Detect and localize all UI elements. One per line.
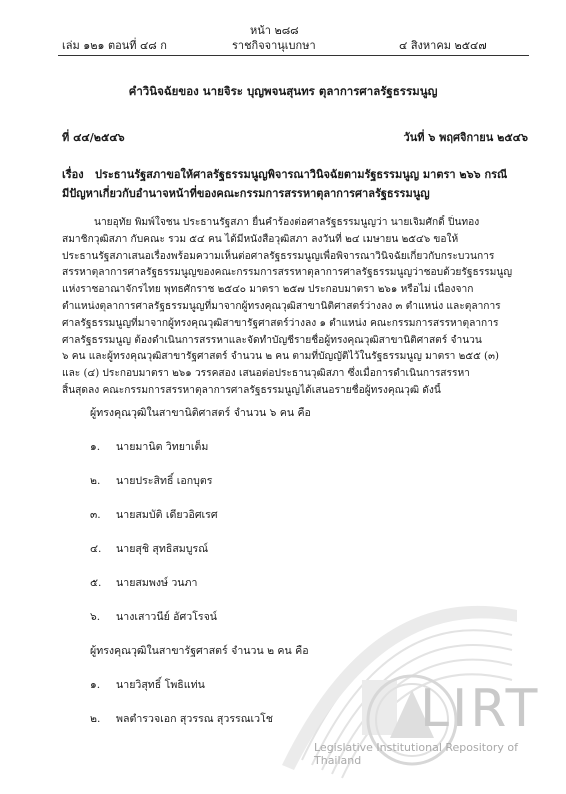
body-line: สิ้นสุดลง คณะกรรมการสรรหาตุลาการศาลรัฐธรรมนูญได้เสนอรายชื่อผู้ทรงคุณวุฒิ ดังนี้ — [62, 384, 441, 396]
body-line: ประธานรัฐสภาเสนอเรื่องพร้อมความเห็นต่อศาลรัฐธรรมนูญเพื่อพิจารณาวินิจฉัยเกี่ยวกับกระบวนการ — [62, 250, 495, 262]
body-line: สมาชิกวุฒิสภา กับคณะ รวม ๕๔ คน ได้มีหนังสือวุฒิสภา ลงวันที่ ๒๔ เมษายน ๒๕๔๖ ขอให้ — [62, 233, 459, 245]
body-paragraph — [62, 215, 534, 400]
list-item: ๓. นายสมบัติ เดียวอิศเรศ — [90, 509, 218, 521]
gazette-name: ราชกิจจานุเบกษา — [232, 39, 316, 52]
body-line: ตำแหน่งตุลาการศาลรัฐธรรมนูญที่มาจากผู้ทรงคุณวุฒิสาขานิติศาสตร์ว่างลง ๓ ตำแหน่ง และตุลาการ — [62, 300, 501, 312]
list-item: ๖. นางเสาวนีย์ อัศวโรจน์ — [90, 611, 218, 623]
ruling-title: คำวินิจฉัยของ นายจิระ บุญพจนสุนทร ตุลาการศาลรัฐธรรมนูญ — [128, 84, 438, 98]
body-line: และ (๔) ประกอบมาตรา ๒๖๑ วรรคสอง เสนอต่อประธานวุฒิสภา ซึ่งเมื่อการดำเนินการสรรหา — [62, 368, 470, 380]
subject-line-1 — [62, 165, 534, 184]
list-item: ๑. นายมานิต วิทยาเต็ม — [90, 441, 209, 453]
watermark-logo-text: LIRT — [420, 679, 541, 739]
law-group-heading: ผู้ทรงคุณวุฒิในสาขานิติศาสตร์ จำนวน ๖ คน คือ — [90, 407, 311, 419]
body-line: ศาลรัฐธรรมนูญที่มาจากผู้ทรงคุณวุฒิสาขารัฐศาสตร์ว่างลง ๑ ตำแหน่ง คณะกรรมการสรรหาตุลาการ — [62, 317, 499, 329]
body-line: นายอุทัย พิมพ์ใจชน ประธานรัฐสภา ยื่นคำร้องต่อศาลรัฐธรรมนูญว่า นายเจิมศักดิ์ ปิ่นทอง — [94, 217, 480, 228]
gazette-date: ๔ สิงหาคม ๒๕๔๗ — [399, 39, 487, 52]
list-item: ๒. นายประสิทธิ์ เอกบุตร — [90, 475, 213, 487]
list-item: ๔. นายสุชิ สุทธิสมบูรณ์ — [90, 543, 209, 555]
list-item: ๕. นายสมพงษ์ วนภา — [90, 577, 198, 589]
body-line: ศาลรัฐธรรมนูญ ต้องดำเนินการสรรหาและจัดทำบัญชีรายชื่อผู้ทรงคุณวุฒิสาขานิติศาสตร์ จำนวน — [62, 334, 482, 346]
body-line: ๖ คน และผู้ทรงคุณวุฒิสาขารัฐศาสตร์ จำนวน ๒ คน ตามที่บัญญัติไว้ในรัฐธรรมนูญ มาตรา ๒๕๕ (๓) — [62, 351, 499, 363]
header-divider — [58, 55, 529, 56]
subject-line-2: มีปัญหาเกี่ยวกับอำนาจหน้าที่ของคณะกรรมการสรรหาตุลาการศาลรัฐธรรมนูญ — [62, 187, 430, 200]
list-item: ๑. นายวิสุทธิ์ โพธิแท่น — [90, 679, 205, 691]
ruling-subject — [62, 165, 534, 203]
subject-label: เรื่อง — [62, 168, 84, 181]
watermark-caption: Legislative Institutional Repository of Thailand — [314, 741, 518, 767]
ruling-date: วันที่ ๖ พฤศจิกายน ๒๕๔๖ — [403, 131, 528, 144]
page-number: หน้า ๒๘๘ — [250, 24, 299, 37]
gazette-volume: เล่ม ๑๒๑ ตอนที่ ๔๘ ก — [62, 39, 167, 52]
list-item: ๒. พลตำรวจเอก สุวรรณ สุวรรณเวโช — [90, 713, 273, 725]
polsci-group-heading: ผู้ทรงคุณวุฒิในสาขารัฐศาสตร์ จำนวน ๒ คน คือ — [90, 645, 309, 657]
body-line: แห่งราชอาณาจักรไทย พุทธศักราช ๒๕๔๐ มาตรา ๒๕๗ ประกอบมาตรา ๒๖๑ หรือไม่ เนื่องจาก — [62, 284, 474, 296]
body-line: สรรหาตุลาการศาลรัฐธรรมนูญของคณะกรรมการสรรหาตุลาการศาลรัฐธรรมนูญว่าชอบด้วยรัฐธรรมนูญ — [62, 267, 513, 279]
ruling-number: ที่ ๔๔/๒๕๔๖ — [62, 131, 125, 144]
subject-text-1: ประธานรัฐสภาขอให้ศาลรัฐธรรมนูญพิจารณาวินิจฉัยตามรัฐธรรมนูญ มาตรา ๒๖๖ กรณี — [95, 168, 508, 181]
